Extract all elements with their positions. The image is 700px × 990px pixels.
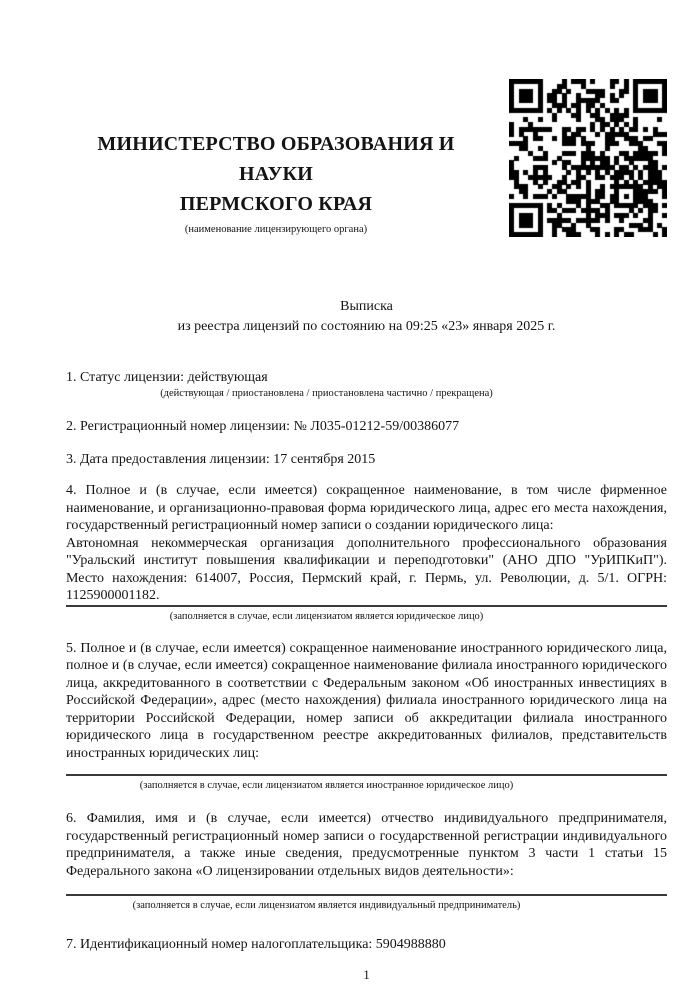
document-header	[66, 0, 667, 237]
item-5-field-caption: (заполняется в случае, если лицензиатом является иностранное юридическое лицо)	[139, 780, 514, 791]
item-2-registration-number: 2. Регистрационный номер лицензии: № Л035-01212-59/00386077	[66, 419, 460, 434]
item-6-blank-field-line	[66, 880, 667, 896]
item-4-legal-entity-value: Автономная некоммерческая организация дополнительного профессионального образования "Уральский институт повышения квалификации и переподготовки" (АНО ДПО "УрИПКиП"). Место нахождения: 614007, Россия, Пермский край, г. Пермь, ул. Революции, д. 5/1. ОГРН: 1125900001182.	[66, 535, 667, 607]
item-6-individual-entrepreneur-label: 6. Фамилия, имя и (в случае, если имеется) отчество индивидуального предпринимателя, государственный регистрационный номер записи о государственной регистрации индивидуального предпринимателя, а также иные сведения, предусмотренные пунктом 3 части 1 статьи 15 Федерального закона «О лицензировании отдельных видов деятельности»:	[66, 811, 667, 879]
item-5-foreign-entity-section	[66, 640, 667, 794]
qr-code	[509, 79, 667, 237]
item-4-legal-entity-section	[66, 482, 667, 624]
item-4-field-caption: (заполняется в случае, если лицензиатом является юридическое лицо)	[169, 610, 484, 622]
licensing-authority-caption: (наименование лицензирующего органа)	[184, 224, 368, 235]
title-line2-extract-date: из реестра лицензий по состоянию на 09:25 «23» января 2025 г.	[177, 319, 556, 334]
page-number: 1	[363, 967, 370, 982]
title-line1: Выписка	[340, 299, 393, 314]
item-7-taxpayer-id: 7. Идентификационный номер налогоплательщика: 5904988880	[66, 937, 446, 952]
item-4-legal-entity-label: 4. Полное и (в случае, если имеется) сокращенное наименование, в том числе фирменное наименование, и организационно-правовая форма юридического лица, адрес его места нахождения, государственный регистрационный номер записи о создании юридического лица:	[66, 483, 667, 533]
item-3-grant-date: 3. Дата предоставления лицензии: 17 сентября 2015	[66, 452, 376, 467]
document-title	[66, 297, 667, 337]
item-5-blank-field-line	[66, 762, 667, 776]
item-5-foreign-entity-label: 5. Полное и (в случае, если имеется) сокращенное наименование иностранного юридического лица, полное и (в случае, если имеется) сокращенное наименование филиала иностранного юридического лица, аккредитованного в соответствии с Федеральным законом «Об иностранных инвестициях в Российской Федерации», адрес (место нахождения) филиала иностранного юридического лица на территории Российской Федерации, номер записи об аккредитации филиала иностранного юридического лица в государственном реестре аккредитованных филиалов, представительств иностранных юридических лиц:	[66, 640, 667, 761]
item-1-license-status: 1. Статус лицензии: действующая	[66, 370, 268, 385]
item-1-status-options-caption: (действующая / приостановлена / приостановлена частично / прекращена)	[160, 388, 493, 399]
item-6-individual-entrepreneur-section	[66, 810, 667, 913]
item-6-field-caption: (заполняется в случае, если лицензиатом является индивидуальный предприниматель)	[132, 900, 521, 911]
licensing-authority-block	[66, 79, 486, 236]
ministry-name-line2: ПЕРМСКОГО КРАЯ	[179, 193, 373, 215]
ministry-name-line1: МИНИСТЕРСТВО ОБРАЗОВАНИЯ И НАУКИ	[97, 133, 455, 185]
